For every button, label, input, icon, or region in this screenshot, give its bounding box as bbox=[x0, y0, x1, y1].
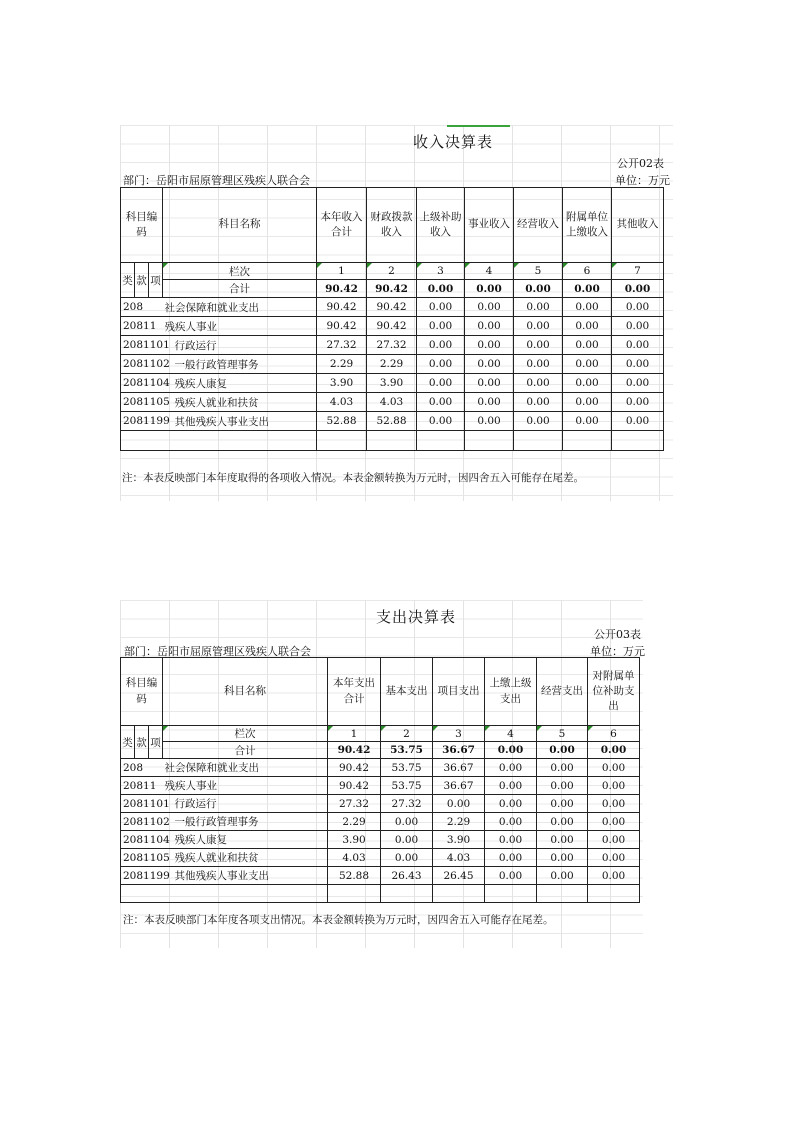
expense-row-value: 0.00 bbox=[537, 759, 588, 777]
expense-table bbox=[120, 657, 640, 903]
income-row-value: 90.42 bbox=[367, 298, 417, 317]
income-header-subject-name: 科目名称 bbox=[163, 188, 317, 263]
expense-row-value: 0.00 bbox=[485, 777, 537, 795]
expense-row-code: 2081101 bbox=[121, 795, 163, 813]
income-table bbox=[120, 187, 664, 451]
expense-row-name: 其他残疾人事业支出 bbox=[163, 867, 328, 885]
income-row-value: 0.00 bbox=[612, 336, 664, 355]
expense-row-value: 0.00 bbox=[537, 813, 588, 831]
income-row-value: 52.88 bbox=[317, 412, 367, 431]
income-row-code: 2081105 bbox=[121, 393, 163, 412]
expense-row-name: 一般行政管理事务 bbox=[163, 813, 328, 831]
income-row-value: 0.00 bbox=[417, 298, 465, 317]
expense-row-value: 2.29 bbox=[328, 813, 381, 831]
expense-col-number: 1 bbox=[328, 726, 381, 742]
income-header-col-4: 事业收入 bbox=[465, 188, 514, 263]
expense-row-value: 3.90 bbox=[433, 831, 485, 849]
income-row-code: 20811 bbox=[121, 317, 163, 336]
table-row bbox=[121, 777, 640, 795]
expense-sub-lei: 类 bbox=[121, 726, 135, 759]
expense-row-value: 0.00 bbox=[381, 831, 433, 849]
expense-row-value: 4.03 bbox=[328, 849, 381, 867]
income-row-value: 0.00 bbox=[612, 393, 664, 412]
income-col-number: 3 bbox=[417, 263, 465, 280]
expense-row-name: 残疾人事业 bbox=[163, 777, 328, 795]
expense-row-value: 0.00 bbox=[485, 813, 537, 831]
income-row-name: 一般行政管理事务 bbox=[163, 355, 317, 374]
income-total-value: 90.42 bbox=[367, 280, 417, 298]
income-row-value: 90.42 bbox=[317, 298, 367, 317]
income-row-value: 3.90 bbox=[317, 374, 367, 393]
expense-col-number: 4 bbox=[485, 726, 537, 742]
expense-header-subject-code: 科目编码 bbox=[121, 658, 163, 726]
income-row-name: 残疾人就业和扶贫 bbox=[163, 393, 317, 412]
table-row bbox=[121, 317, 664, 336]
expense-lanci-label: 栏次 bbox=[163, 726, 328, 742]
income-row-value: 3.90 bbox=[367, 374, 417, 393]
table-row bbox=[121, 867, 640, 885]
expense-row-value: 0.00 bbox=[537, 831, 588, 849]
expense-row-value: 0.00 bbox=[537, 849, 588, 867]
income-row-name: 社会保障和就业支出 bbox=[163, 298, 317, 317]
expense-row-value: 0.00 bbox=[485, 867, 537, 885]
expense-row-value: 4.03 bbox=[433, 849, 485, 867]
income-sub-xiang: 项 bbox=[149, 263, 163, 298]
expense-row-value: 0.00 bbox=[485, 795, 537, 813]
expense-header-col-1: 本年支出合计 bbox=[328, 658, 381, 726]
income-row-value: 0.00 bbox=[612, 412, 664, 431]
expense-row-value: 26.43 bbox=[381, 867, 433, 885]
expense-sub-xiang: 项 bbox=[149, 726, 163, 759]
income-row-value: 0.00 bbox=[563, 393, 612, 412]
income-row-value: 0.00 bbox=[417, 412, 465, 431]
income-row-name: 行政运行 bbox=[163, 336, 317, 355]
expense-row-value: 36.67 bbox=[433, 759, 485, 777]
income-total-value: 0.00 bbox=[465, 280, 514, 298]
income-row-value: 0.00 bbox=[563, 336, 612, 355]
expense-total-value: 90.42 bbox=[328, 742, 381, 759]
income-row-value: 0.00 bbox=[563, 317, 612, 336]
table-row bbox=[121, 393, 664, 412]
expense-row-value: 53.75 bbox=[381, 759, 433, 777]
income-row-value: 0.00 bbox=[465, 374, 514, 393]
income-row-value: 0.00 bbox=[514, 374, 563, 393]
income-row-value: 0.00 bbox=[563, 298, 612, 317]
table-row bbox=[121, 336, 664, 355]
income-row-value: 2.29 bbox=[367, 355, 417, 374]
expense-row-value: 0.00 bbox=[485, 849, 537, 867]
income-row-value: 0.00 bbox=[417, 355, 465, 374]
expense-header-subject-name: 科目名称 bbox=[163, 658, 328, 726]
income-total-value: 0.00 bbox=[563, 280, 612, 298]
income-sub-kuan: 款 bbox=[135, 263, 149, 298]
expense-row-value: 0.00 bbox=[537, 777, 588, 795]
expense-row-code: 2081105 bbox=[121, 849, 163, 867]
income-row-value: 0.00 bbox=[514, 317, 563, 336]
table-row bbox=[121, 759, 640, 777]
income-row-value: 0.00 bbox=[465, 393, 514, 412]
expense-total-value: 0.00 bbox=[588, 742, 640, 759]
expense-row-value: 0.00 bbox=[433, 795, 485, 813]
expense-row-value: 36.67 bbox=[433, 777, 485, 795]
table-row bbox=[121, 412, 664, 431]
expense-note: 注：本表反映部门本年度各项支出情况。本表金额转换为万元时，因四舍五入可能存在尾差。 bbox=[123, 914, 554, 926]
income-table-code: 公开02表 bbox=[617, 157, 664, 170]
income-row-value: 0.00 bbox=[612, 298, 664, 317]
expense-row-value: 53.75 bbox=[381, 777, 433, 795]
expense-row-value: 52.88 bbox=[328, 867, 381, 885]
expense-header-col-2: 基本支出 bbox=[381, 658, 433, 726]
income-row-code: 208 bbox=[121, 298, 163, 317]
income-row-value: 0.00 bbox=[465, 412, 514, 431]
income-row-value: 90.42 bbox=[367, 317, 417, 336]
income-col-number: 4 bbox=[465, 263, 514, 280]
income-header-col-3: 上级补助收入 bbox=[417, 188, 465, 263]
expense-row-value: 0.00 bbox=[485, 831, 537, 849]
income-total-value: 0.00 bbox=[612, 280, 664, 298]
income-row-value: 0.00 bbox=[514, 298, 563, 317]
income-col-number: 6 bbox=[563, 263, 612, 280]
income-row-code: 2081102 bbox=[121, 355, 163, 374]
expense-row-value: 2.29 bbox=[433, 813, 485, 831]
table-row bbox=[121, 374, 664, 393]
income-row-name: 其他残疾人事业支出 bbox=[163, 412, 317, 431]
expense-title: 支出决算表 bbox=[376, 608, 457, 626]
income-row-value: 27.32 bbox=[317, 336, 367, 355]
income-unit: 单位：万元 bbox=[615, 174, 670, 187]
expense-sub-kuan: 款 bbox=[135, 726, 149, 759]
income-row-value: 0.00 bbox=[417, 317, 465, 336]
income-header-subject-code: 科目编码 bbox=[121, 188, 163, 263]
expense-row-value: 0.00 bbox=[588, 759, 640, 777]
income-title: 收入决算表 bbox=[413, 133, 494, 151]
expense-total-value: 36.67 bbox=[433, 742, 485, 759]
income-col-number: 2 bbox=[367, 263, 417, 280]
income-row-value: 0.00 bbox=[417, 374, 465, 393]
income-row-value: 0.00 bbox=[612, 317, 664, 336]
expense-table-code: 公开03表 bbox=[594, 628, 641, 641]
income-row-value: 52.88 bbox=[367, 412, 417, 431]
expense-row-value: 0.00 bbox=[588, 849, 640, 867]
income-row-name: 残疾人康复 bbox=[163, 374, 317, 393]
expense-row-value: 90.42 bbox=[328, 777, 381, 795]
income-row-code: 2081101 bbox=[121, 336, 163, 355]
income-col-number: 5 bbox=[514, 263, 563, 280]
income-col-number: 7 bbox=[612, 263, 664, 280]
income-row-value: 4.03 bbox=[367, 393, 417, 412]
income-row-value: 0.00 bbox=[465, 336, 514, 355]
expense-total-label: 合计 bbox=[163, 742, 328, 759]
expense-department: 部门：岳阳市屈原管理区残疾人联合会 bbox=[124, 645, 311, 658]
income-row-code: 2081104 bbox=[121, 374, 163, 393]
income-department: 部门：岳阳市屈原管理区残疾人联合会 bbox=[123, 174, 310, 187]
income-row-value: 0.00 bbox=[514, 393, 563, 412]
income-row-value: 0.00 bbox=[563, 412, 612, 431]
expense-row-value: 0.00 bbox=[588, 867, 640, 885]
income-sub-lei: 类 bbox=[121, 263, 135, 298]
income-row-value: 0.00 bbox=[465, 317, 514, 336]
expense-row-code: 20811 bbox=[121, 777, 163, 795]
expense-row-value: 0.00 bbox=[537, 795, 588, 813]
table-row-empty bbox=[121, 885, 640, 903]
expense-row-code: 208 bbox=[121, 759, 163, 777]
expense-row-name: 社会保障和就业支出 bbox=[163, 759, 328, 777]
expense-row-value: 0.00 bbox=[588, 813, 640, 831]
expense-row-value: 0.00 bbox=[537, 867, 588, 885]
expense-total-value: 0.00 bbox=[485, 742, 537, 759]
income-row-value: 0.00 bbox=[514, 412, 563, 431]
income-total-value: 0.00 bbox=[514, 280, 563, 298]
expense-row-code: 2081102 bbox=[121, 813, 163, 831]
income-row-value: 0.00 bbox=[417, 393, 465, 412]
income-row-name: 残疾人事业 bbox=[163, 317, 317, 336]
income-header-col-7: 其他收入 bbox=[612, 188, 664, 263]
expense-header-col-3: 项目支出 bbox=[433, 658, 485, 726]
table-row bbox=[121, 355, 664, 374]
income-note: 注：本表反映部门本年度取得的各项收入情况。本表金额转换为万元时，因四舍五入可能存在尾差。 bbox=[122, 472, 584, 484]
income-row-value: 0.00 bbox=[563, 355, 612, 374]
income-row-value: 0.00 bbox=[612, 374, 664, 393]
table-row bbox=[121, 831, 640, 849]
expense-total-value: 53.75 bbox=[381, 742, 433, 759]
income-row-value: 0.00 bbox=[612, 355, 664, 374]
income-header-col-5: 经营收入 bbox=[514, 188, 563, 263]
expense-header-col-4: 上缴上级支出 bbox=[485, 658, 537, 726]
income-header-col-1: 本年收入合计 bbox=[317, 188, 367, 263]
table-row-empty bbox=[121, 431, 664, 451]
income-header-col-2: 财政拨款收入 bbox=[367, 188, 417, 263]
expense-row-value: 0.00 bbox=[588, 777, 640, 795]
income-row-value: 0.00 bbox=[417, 336, 465, 355]
income-row-value: 0.00 bbox=[465, 298, 514, 317]
income-row-value: 90.42 bbox=[317, 317, 367, 336]
income-row-value: 0.00 bbox=[563, 374, 612, 393]
expense-header-col-6: 对附属单位补助支出 bbox=[588, 658, 640, 726]
expense-row-code: 2081104 bbox=[121, 831, 163, 849]
expense-row-name: 行政运行 bbox=[163, 795, 328, 813]
income-row-code: 2081199 bbox=[121, 412, 163, 431]
income-row-value: 2.29 bbox=[317, 355, 367, 374]
income-total-value: 0.00 bbox=[417, 280, 465, 298]
income-total-value: 90.42 bbox=[317, 280, 367, 298]
expense-row-value: 27.32 bbox=[328, 795, 381, 813]
table-row bbox=[121, 849, 640, 867]
expense-row-name: 残疾人就业和扶贫 bbox=[163, 849, 328, 867]
expense-total-value: 0.00 bbox=[537, 742, 588, 759]
expense-col-number: 6 bbox=[588, 726, 640, 742]
expense-col-number: 2 bbox=[381, 726, 433, 742]
income-header-col-6: 附属单位上缴收入 bbox=[563, 188, 612, 263]
expense-unit: 单位：万元 bbox=[590, 645, 645, 658]
expense-row-value: 26.45 bbox=[433, 867, 485, 885]
income-row-value: 0.00 bbox=[465, 355, 514, 374]
expense-row-value: 0.00 bbox=[485, 759, 537, 777]
expense-row-value: 90.42 bbox=[328, 759, 381, 777]
expense-row-value: 3.90 bbox=[328, 831, 381, 849]
income-row-value: 0.00 bbox=[514, 355, 563, 374]
expense-row-value: 0.00 bbox=[588, 795, 640, 813]
income-col-number: 1 bbox=[317, 263, 367, 280]
expense-row-code: 2081199 bbox=[121, 867, 163, 885]
income-row-value: 4.03 bbox=[317, 393, 367, 412]
expense-col-number: 5 bbox=[537, 726, 588, 742]
expense-row-value: 0.00 bbox=[381, 813, 433, 831]
expense-row-value: 0.00 bbox=[588, 831, 640, 849]
expense-header-col-5: 经营支出 bbox=[537, 658, 588, 726]
income-sheet bbox=[120, 125, 673, 501]
income-row-value: 0.00 bbox=[514, 336, 563, 355]
table-row bbox=[121, 813, 640, 831]
expense-row-value: 0.00 bbox=[381, 849, 433, 867]
income-lanci-label: 栏次 bbox=[163, 263, 317, 280]
table-row bbox=[121, 795, 640, 813]
active-cell-marker bbox=[447, 125, 510, 127]
income-total-label: 合计 bbox=[163, 280, 317, 298]
income-row-value: 27.32 bbox=[367, 336, 417, 355]
expense-row-name: 残疾人康复 bbox=[163, 831, 328, 849]
expense-sheet bbox=[120, 600, 643, 948]
expense-row-value: 27.32 bbox=[381, 795, 433, 813]
table-row bbox=[121, 298, 664, 317]
expense-col-number: 3 bbox=[433, 726, 485, 742]
